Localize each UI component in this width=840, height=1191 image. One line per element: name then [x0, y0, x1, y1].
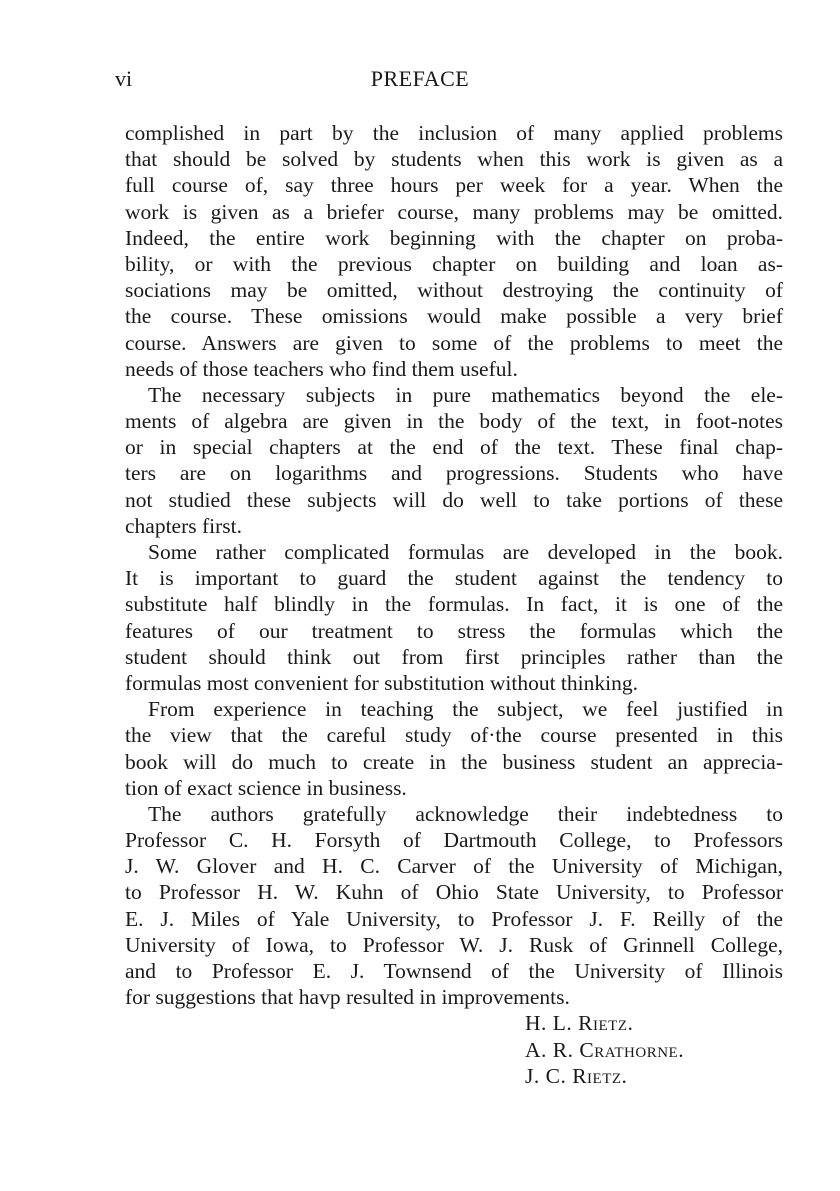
author-name: J. C. Rietz.: [525, 1063, 628, 1088]
text-line: features of our treatment to stress the formulas which the: [125, 618, 783, 643]
text-line: student should think out from first principles rather than the: [125, 644, 783, 669]
text-line: Some rather complicated formulas are developed in the book.: [148, 540, 783, 564]
text-line: tion of exact science in business.: [125, 775, 407, 800]
author-name: A. R. Crathorne.: [525, 1037, 685, 1062]
text-line: for suggestions that havp resulted in improvements.: [125, 985, 570, 1010]
text-line: chapters first.: [125, 513, 243, 538]
text-line: the course. These omissions would make possible a very brief: [125, 304, 783, 329]
paragraph: [125, 801, 783, 1011]
text-line: and to Professor E. J. Townsend of the University of Illinois: [125, 959, 783, 983]
text-line: ments of algebra are given in the body of the text, in foot-notes: [125, 409, 783, 434]
text-line: It is important to guard the student against the tendency to: [125, 566, 783, 591]
page-title: PREFACE: [370, 66, 470, 91]
author-name: H. L. Rietz.: [525, 1011, 634, 1036]
text-line: work is given as a briefer course, many problems may be omitted.: [125, 199, 783, 224]
text-line: to Professor H. W. Kuhn of Ohio State University, to Professor: [125, 880, 783, 905]
text-line: needs of those teachers who find them useful.: [125, 356, 518, 381]
page-number: vi: [115, 66, 133, 91]
text-line: the view that the careful study of·the course presented in this: [125, 723, 783, 748]
text-line: that should be solved by students when this work is given as a: [125, 147, 783, 172]
text-line: From experience in teaching the subject, we feel justified in: [148, 697, 783, 722]
author-signatures: [125, 1010, 783, 1089]
text-line: Indeed, the entire work beginning with the chapter on proba-: [125, 225, 783, 250]
text-line: University of Iowa, to Professor W. J. Rusk of Grinnell College,: [125, 932, 783, 957]
text-line: E. J. Miles of Yale University, to Professor J. F. Reilly of the: [125, 906, 783, 931]
text-line: Professor C. H. Forsyth of Dartmouth College, to Professors: [125, 828, 783, 853]
text-line: bility, or with the previous chapter on building and loan as-: [125, 251, 783, 276]
paragraph: [125, 696, 783, 801]
paragraph: [125, 120, 783, 382]
paragraph: [125, 539, 783, 696]
paragraph: [125, 382, 783, 539]
text-line: full course of, say three hours per week for a year. When the: [125, 173, 783, 198]
text-line: J. W. Glover and H. C. Carver of the University of Michigan,: [125, 854, 783, 879]
text-line: book will do much to create in the business student an apprecia-: [125, 749, 783, 774]
text-line: sociations may be omitted, without destroying the continuity of: [125, 278, 783, 303]
preface-body: [125, 120, 783, 1089]
text-line: course. Answers are given to some of the problems to meet the: [125, 330, 783, 355]
text-line: formulas most convenient for substitution without thinking.: [125, 670, 638, 695]
text-line: or in special chapters at the end of the text. These final chap-: [125, 435, 783, 460]
text-line: The authors gratefully acknowledge their indebtedness to: [148, 801, 783, 826]
text-line: complished in part by the inclusion of many applied problems: [125, 121, 783, 145]
text-line: substitute half blindly in the formulas. In fact, it is one of the: [125, 592, 783, 617]
text-line: not studied these subjects will do well to take portions of these: [125, 487, 783, 512]
text-line: ters are on logarithms and progressions. Students who have: [125, 461, 783, 486]
text-line: The necessary subjects in pure mathematics beyond the ele-: [148, 382, 783, 407]
